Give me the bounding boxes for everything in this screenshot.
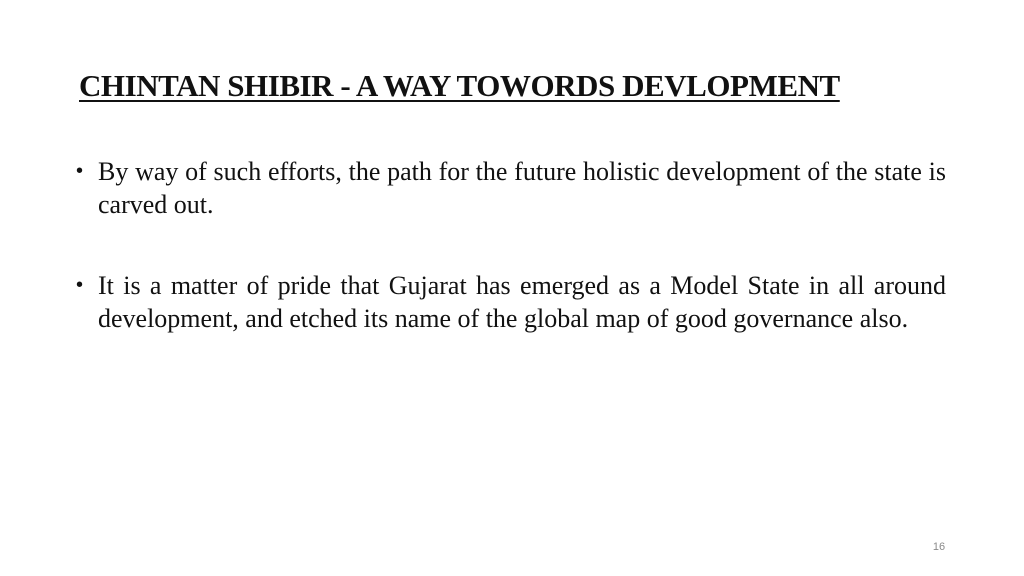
- bullet-icon: •: [76, 160, 84, 182]
- bullet-item: [74, 155, 946, 221]
- page-number: 16: [932, 541, 946, 553]
- slide-title: CHINTAN SHIBIR - A WAY TOWORDS DEVLOPMENT: [79, 68, 840, 103]
- bullet-icon: •: [76, 274, 84, 296]
- bullet-text: It is a matter of pride that Gujarat has emerged as a Model State in all around development, and etched its name of the global map of good governance also.: [98, 271, 946, 333]
- bullet-item: [74, 269, 946, 335]
- bullet-list: [74, 155, 946, 383]
- bullet-text: By way of such efforts, the path for the future holistic development of the state is carved out.: [98, 157, 946, 219]
